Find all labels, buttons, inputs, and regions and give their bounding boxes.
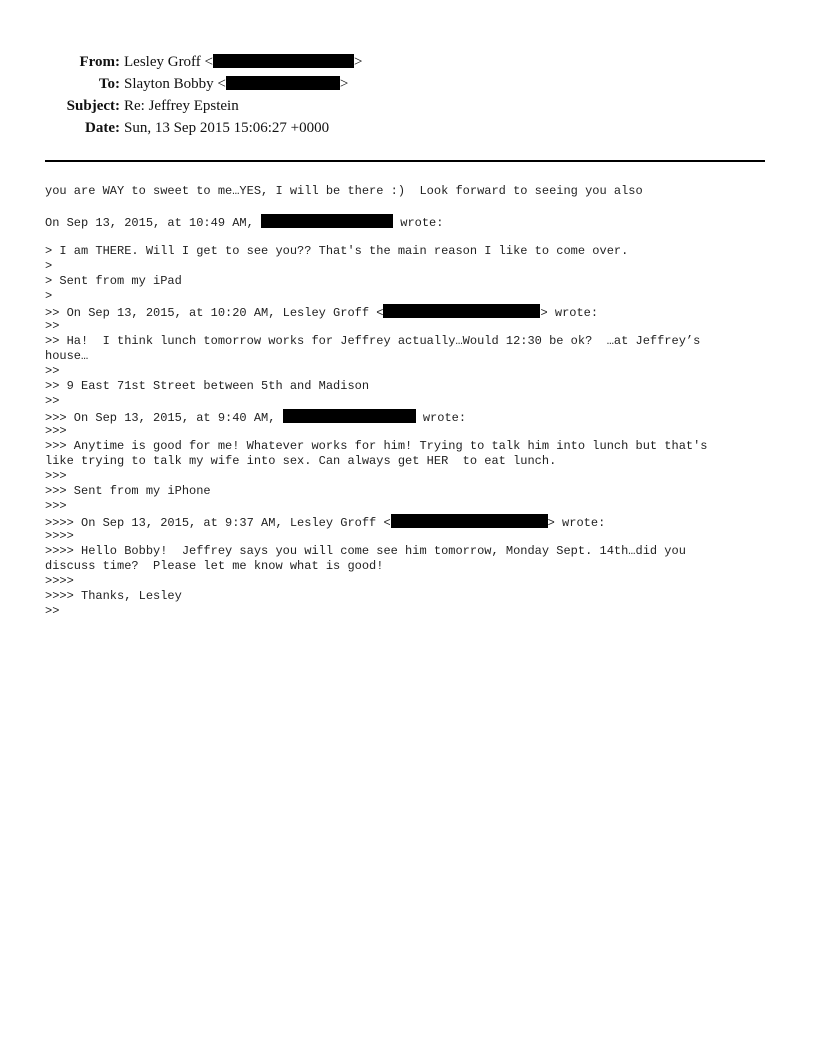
redaction-bar <box>261 214 393 228</box>
quote-attribution <box>45 214 708 229</box>
body-line: >>> Anytime is good for me! Whatever works for him! Trying to talk him into lunch but that's <box>45 439 708 453</box>
from-value <box>124 52 362 72</box>
body-line: >>> <box>45 499 67 513</box>
redaction-bar <box>283 409 416 423</box>
attribution-text: >> On Sep 13, 2015, at 10:20 AM, Lesley Groff < <box>45 306 384 320</box>
body-line: > <box>45 289 53 303</box>
to-tail: > <box>339 76 349 92</box>
body-line: discuss time? Please let me know what is good! <box>45 559 384 573</box>
body-line: >>>> <box>45 529 74 543</box>
body-line: > I am THERE. Will I get to see you?? That's the main reason I like to come over. <box>45 244 629 258</box>
attribution-tail: wrote: <box>415 411 467 425</box>
body-line: > <box>45 259 53 273</box>
redaction-bar <box>213 54 354 68</box>
body-line: >>>> Hello Bobby! Jeffrey says you will come see him tomorrow, Monday Sept. 14th…did you <box>45 544 686 558</box>
attribution-text: >>> On Sep 13, 2015, at 9:40 AM, <box>45 411 283 425</box>
redaction-bar <box>383 304 540 318</box>
attribution-text: >>>> On Sep 13, 2015, at 9:37 AM, Lesley Groff < <box>45 516 391 530</box>
body-line: > Sent from my iPad <box>45 274 182 288</box>
header-divider <box>45 160 765 162</box>
body-line: >> <box>45 604 60 618</box>
from-name: Lesley Groff < <box>124 54 213 70</box>
body-line: house… <box>45 349 89 363</box>
subject-label: Subject: <box>66 98 120 114</box>
date-label: Date: <box>85 120 120 136</box>
attribution-text: On Sep 13, 2015, at 10:49 AM, <box>45 216 262 230</box>
quote-attribution <box>45 409 708 424</box>
email-body <box>45 184 708 619</box>
from-tail: > <box>354 54 363 70</box>
body-line: >> 9 East 71st Street between 5th and Madison <box>45 379 370 393</box>
quote-attribution <box>45 514 708 529</box>
to-name: Slayton Bobby < <box>124 76 226 92</box>
attribution-tail: wrote: <box>393 216 444 230</box>
quote-attribution <box>45 304 708 319</box>
body-line: >>>> <box>45 574 74 588</box>
to-value <box>124 74 348 94</box>
body-line: >> <box>45 319 60 333</box>
subject-value: Re: Jeffrey Epstein <box>124 98 239 114</box>
body-line: >>> Sent from my iPhone <box>45 484 211 498</box>
body-line: you are WAY to sweet to me…YES, I will be there :) Look forward to seeing you also <box>45 184 643 198</box>
blank-line <box>45 229 708 244</box>
redaction-bar <box>391 514 548 528</box>
body-line: like trying to talk my wife into sex. Can always get HER to eat lunch. <box>45 454 557 468</box>
redaction-bar <box>226 76 340 90</box>
blank-line <box>45 199 708 214</box>
body-line: >> Ha! I think lunch tomorrow works for Jeffrey actually…Would 12:30 be ok? …at Jeffrey’s <box>45 334 701 348</box>
to-label: To: <box>98 76 120 92</box>
date-value: Sun, 13 Sep 2015 15:06:27 +0000 <box>124 120 330 136</box>
body-line: >> <box>45 364 60 378</box>
body-line: >>>> Thanks, Lesley <box>45 589 182 603</box>
attribution-tail: > wrote: <box>540 306 599 320</box>
attribution-tail: > wrote: <box>547 516 606 530</box>
body-line: >> <box>45 394 60 408</box>
body-line: >>> <box>45 424 67 438</box>
from-label: From: <box>79 54 120 70</box>
body-line: >>> <box>45 469 67 483</box>
